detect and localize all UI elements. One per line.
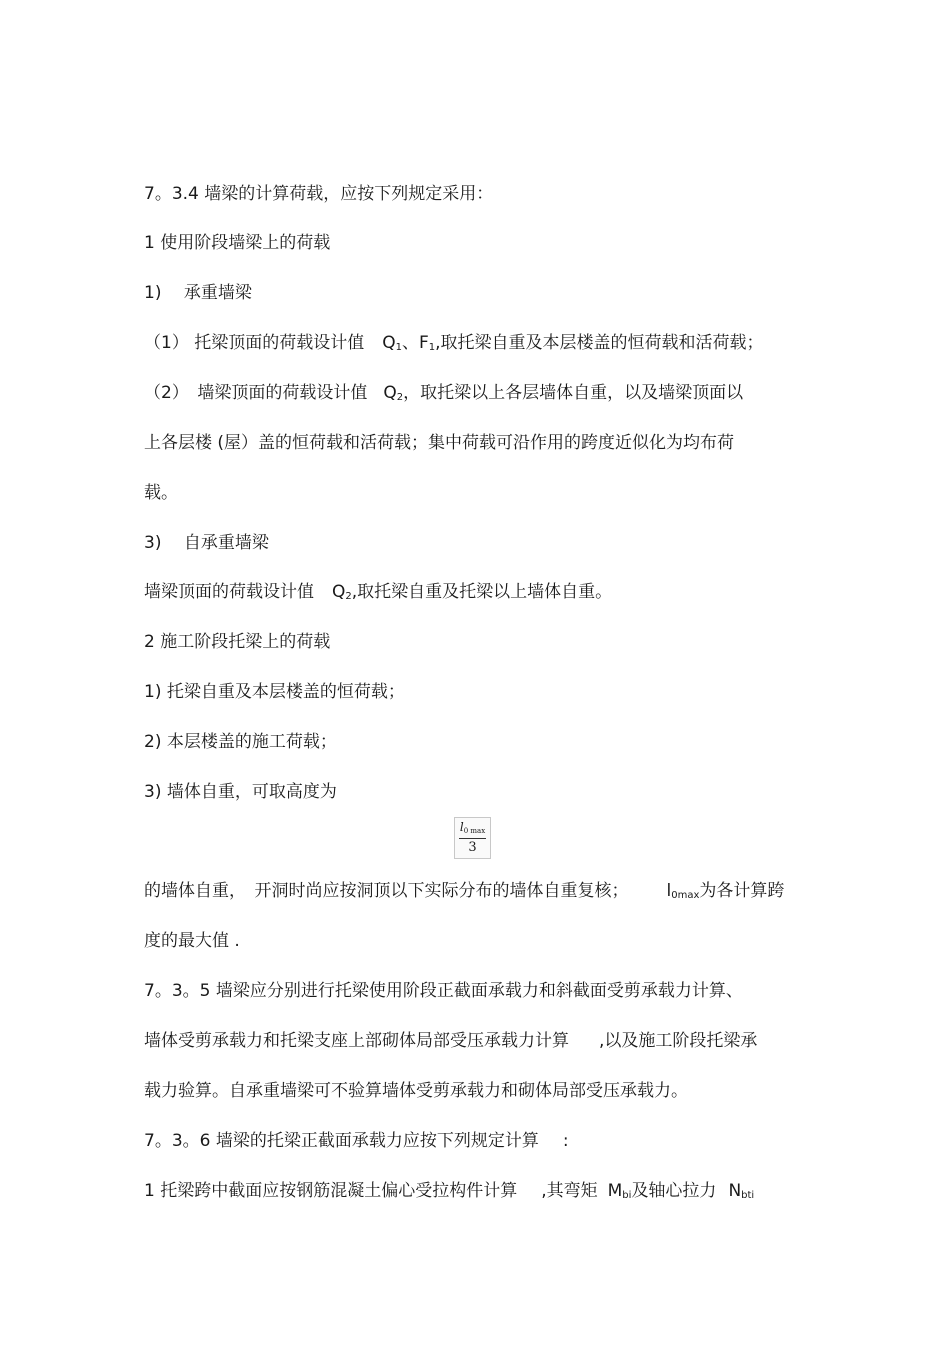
symbol-l0max: l bbox=[666, 881, 672, 901]
formula-fraction-bar bbox=[459, 838, 486, 839]
clause-1-line bbox=[144, 332, 764, 359]
symbol-n-sub: bti bbox=[741, 1190, 755, 1201]
construction-item-2: 2) 本层楼盖的施工荷载； bbox=[144, 732, 337, 752]
clause-2-end: 载。 bbox=[144, 483, 178, 503]
construction-item-3: 3) 墙体自重，可取高度为 bbox=[144, 782, 337, 802]
wall-self-weight-text: 的墙体自重， 开洞时尚应按洞顶以下实际分布的墙体自重复核； bbox=[144, 881, 629, 901]
clause-1-text: （1） 托梁顶面的荷载设计值 bbox=[144, 333, 365, 353]
clause-2-continued: 上各层楼 (屋）盖的恒荷载和活荷载；集中荷载可沿作用的跨度近似化为均布荷 bbox=[144, 433, 735, 453]
symbol-m: M bbox=[607, 1181, 623, 1201]
wall-self-weight-end: 度的最大值 . bbox=[144, 931, 240, 951]
formula-numerator: $l_{0 max}$ bbox=[459, 820, 486, 835]
symbol-q2-sub: 2 bbox=[396, 392, 404, 403]
section-7-3-6-colon: : bbox=[562, 1131, 569, 1151]
section-7-3-6-text: 7。3。6 墙梁的托梁正截面承载力应按下列规定计算 bbox=[144, 1131, 539, 1151]
symbol-q1-sub: 1 bbox=[395, 342, 402, 353]
symbol-n: N bbox=[728, 1181, 742, 1201]
formula-denominator: 3 bbox=[468, 840, 477, 855]
section-7-3-6-heading bbox=[144, 1130, 569, 1152]
symbol-f1: 、F bbox=[402, 333, 429, 353]
subitem-1-heading: 1) 承重墙梁 bbox=[144, 283, 252, 303]
item-1-heading: 1 使用阶段墙梁上的荷载 bbox=[144, 233, 331, 253]
clause-2-text: （2） 墙梁顶面的荷载设计值 bbox=[144, 383, 368, 403]
clause-1-rest: ,取托梁自重及本层楼盖的恒荷载和活荷载； bbox=[435, 333, 764, 353]
section-7-3-6-item-1 bbox=[144, 1180, 754, 1207]
item-1-text: 1 托梁跨中截面应按钢筋混凝土偏心受拉构件计算 bbox=[144, 1181, 518, 1201]
section-7-3-5-heading: 7。3。5 墙梁应分别进行托梁使用阶段正截面承载力和斜截面受剪承载力计算、 bbox=[144, 981, 743, 1001]
symbol-q2-b-sub: 2 bbox=[345, 591, 352, 602]
self-weight-text: 墙梁顶面的荷载设计值 bbox=[144, 582, 314, 602]
self-weight-wall-load-line bbox=[144, 581, 612, 608]
item-1-moment-text: ,其弯矩 bbox=[541, 1181, 598, 1201]
section-7-3-5-text: 墙体受剪承载力和托梁支座上部砌体局部受压承载力计算 bbox=[144, 1031, 569, 1051]
clause-2-rest: ，取托梁以上各层墙体自重，以及墙梁顶面以 bbox=[403, 383, 744, 403]
subitem-3-heading: 3) 自承重墙梁 bbox=[144, 533, 269, 553]
section-7-3-5-rest: ,以及施工阶段托梁承 bbox=[599, 1031, 758, 1051]
section-7-3-5-end: 载力验算。自承重墙梁可不验算墙体受剪承载力和砌体局部受压承载力。 bbox=[144, 1081, 688, 1101]
symbol-q2: Q bbox=[383, 383, 397, 403]
wall-self-weight-line bbox=[144, 880, 784, 907]
symbol-q2-b: Q bbox=[332, 582, 346, 602]
clause-2-line bbox=[144, 382, 743, 409]
wall-self-weight-rest: 为各计算跨 bbox=[699, 881, 785, 901]
symbol-f1-sub: 1 bbox=[428, 342, 436, 353]
self-weight-rest: ,取托梁自重及托梁以上墙体自重。 bbox=[351, 582, 613, 602]
symbol-m-sub: bi bbox=[622, 1190, 632, 1201]
item-2-heading: 2 施工阶段托梁上的荷载 bbox=[144, 632, 331, 652]
symbol-l0max-sub: 0max bbox=[671, 890, 700, 901]
formula-l0max-over-3 bbox=[454, 817, 491, 859]
item-1-tension-text: 及轴心拉力 bbox=[631, 1181, 717, 1201]
section-7-3-4-heading: 7。3.4 墙梁的计算荷载，应按下列规定采用： bbox=[144, 184, 494, 204]
section-7-3-5-continued bbox=[144, 1030, 757, 1052]
construction-item-1: 1) 托梁自重及本层楼盖的恒荷载； bbox=[144, 682, 405, 702]
symbol-q1: Q bbox=[382, 333, 396, 353]
